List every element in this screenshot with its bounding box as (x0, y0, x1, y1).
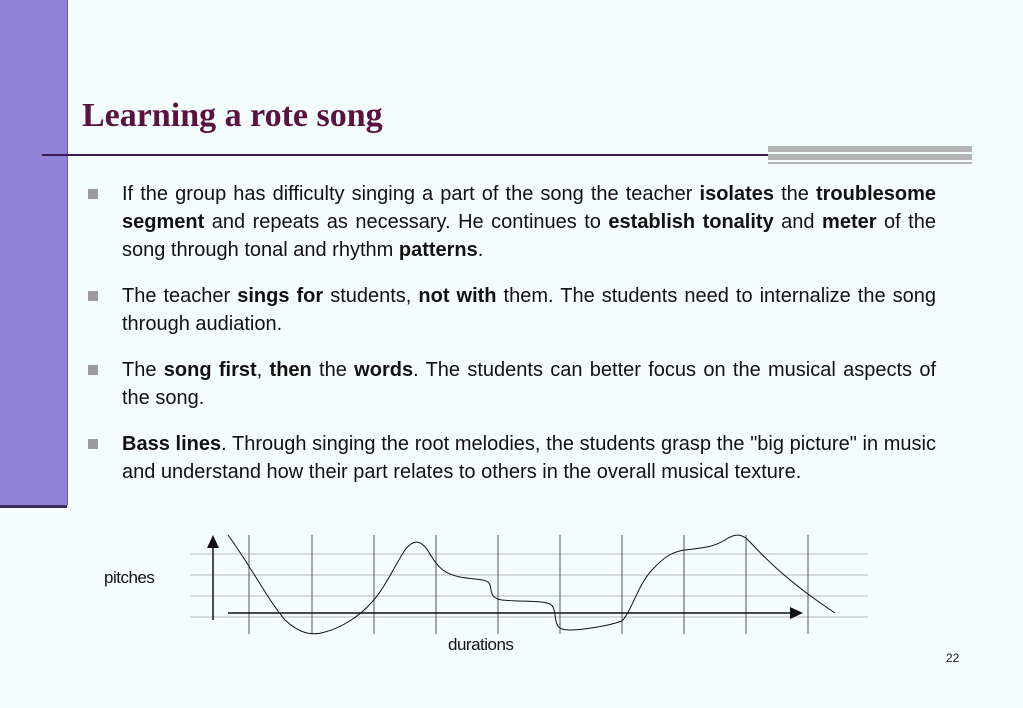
bullet-list (88, 180, 936, 504)
bullet-text (122, 359, 936, 409)
text-phrase: If the group has difficulty singing a part of the song the teacher (122, 183, 700, 205)
text-phrase: The (122, 359, 164, 381)
bullet-item (88, 180, 936, 264)
bullet-text (122, 433, 936, 483)
melody-curve (228, 535, 835, 634)
bold-phrase: not with (418, 285, 497, 307)
side-bar-edge (67, 0, 68, 505)
bold-phrase: words (354, 359, 414, 381)
text-phrase: and repeats as necessary. He continues to (204, 211, 609, 233)
diagram-x-label: durations (448, 635, 514, 654)
text-phrase: . The students can better focus on the musical aspects of the song. (122, 359, 937, 409)
square-bullet-icon (88, 439, 98, 449)
text-phrase: , (256, 359, 270, 381)
diagram-grid (190, 554, 868, 617)
side-decoration-bar (0, 0, 67, 508)
bullet-text (122, 183, 936, 261)
text-phrase: and (773, 211, 823, 233)
page-number: 22 (946, 651, 960, 665)
text-phrase: . (477, 239, 484, 261)
text-phrase: of the song through tonal and rhythm (122, 211, 936, 261)
square-bullet-icon (88, 365, 98, 375)
bullet-item (88, 356, 936, 412)
bullet-text (122, 285, 936, 335)
bold-phrase: establish tonality (608, 211, 774, 233)
slide-title: Learning a rote song (82, 97, 383, 134)
bold-phrase: isolates (699, 183, 775, 205)
title-accent-stripes (768, 146, 972, 164)
text-phrase: . Through singing the root melodies, the students grasp the "big picture" in music and understand how their part relates to others in the overall musical texture. (122, 433, 936, 483)
diagram-vertical-grid (249, 535, 808, 634)
text-phrase: the (311, 359, 355, 381)
bullet-item (88, 282, 936, 338)
bold-phrase: then (269, 359, 312, 381)
text-phrase: them. The students need to internalize the song through audiation. (122, 285, 937, 335)
bold-phrase: patterns (398, 239, 478, 261)
bold-phrase: song first (163, 359, 257, 381)
pitch-axis (207, 535, 219, 620)
bold-phrase: Bass lines (122, 433, 222, 455)
square-bullet-icon (88, 189, 98, 199)
bold-phrase: troublesome segment (122, 183, 937, 233)
bold-phrase: sings for (237, 285, 324, 307)
text-phrase: the (774, 183, 816, 205)
square-bullet-icon (88, 291, 98, 301)
diagram-y-label: pitches (104, 568, 155, 587)
text-phrase: The teacher (122, 285, 238, 307)
bold-phrase: meter (822, 211, 877, 233)
text-phrase: students, (323, 285, 419, 307)
bullet-item (88, 430, 936, 486)
